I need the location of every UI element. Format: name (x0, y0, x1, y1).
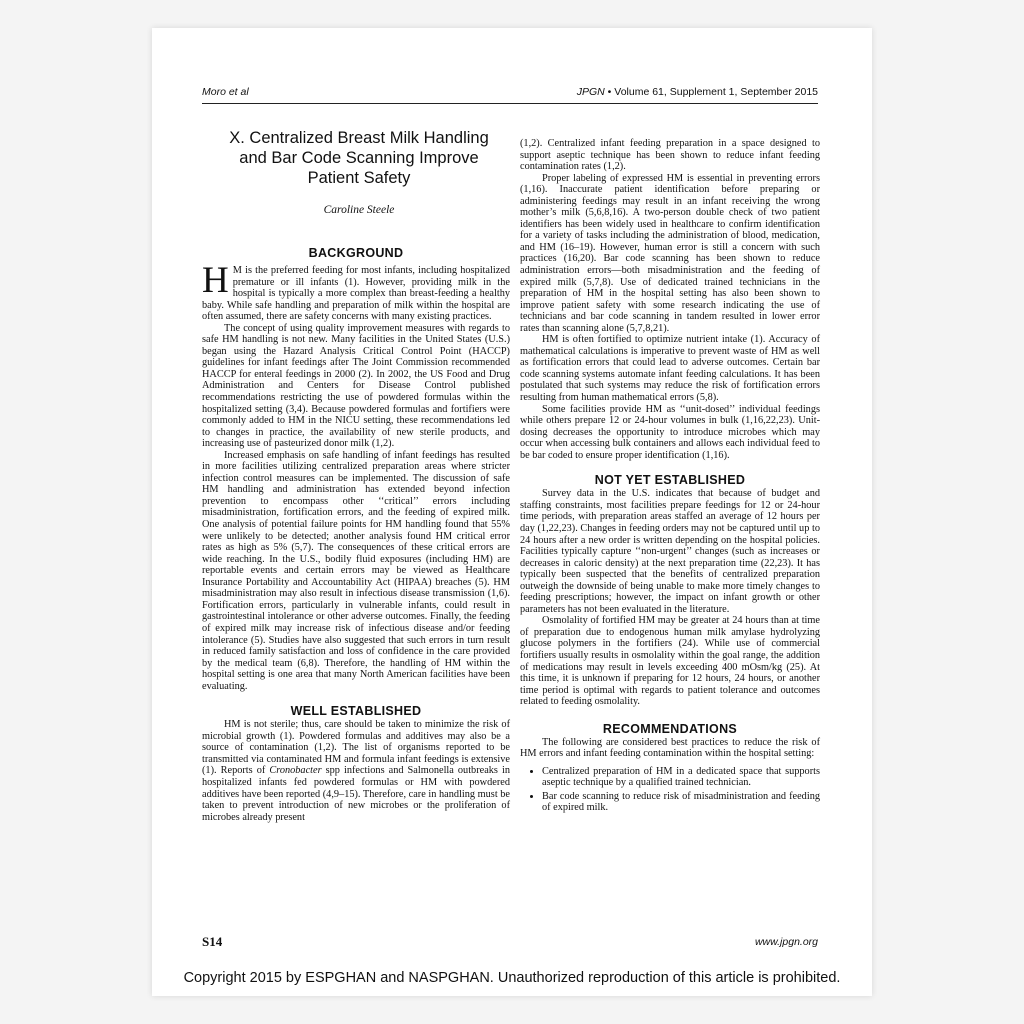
right-column (520, 138, 820, 816)
paragraph: (1,2). Centralized infant feeding preparation in a space designed to support aseptic technique has been shown to reduce infant feeding contamination rates (1,2). (520, 138, 820, 173)
page-number: S14 (202, 934, 223, 949)
paragraph: The following are considered best practices to reduce the risk of HM errors and infant feeding contamination within the hospital setting: (520, 736, 820, 760)
organism-name: Cronobacter (269, 765, 322, 777)
section-heading-recommendations: RECOMMENDATIONS (602, 721, 738, 736)
title-line: X. Centralized Breast Milk Handling (229, 129, 489, 147)
paragraph: Osmolality of fortified HM may be greater at 24 hours than at time of preparation due to endogenous human milk amylase hydrolyzing glucose polymers in the fortifiers (24). While use of commercial fortifiers usually results in osmolality within the goal range, the addition of medications may result in levels exceeding 400 mOsm/kg (25). At this time, it is unknown if preparing for 12 hours, 24 hours, or another time period is optimal with regards to patient tolerance and outcomes related to feeding osmolality. (520, 615, 820, 708)
journal-website: www.jpgn.org (754, 936, 818, 948)
journal-abbrev: JPGN (576, 86, 605, 98)
paragraph: Proper labeling of expressed HM is essential in preventing errors (1,16). Inaccurate patient identification before preparing or administering feedings may result in an infant receiving the wrong mother’s milk (5,6,8,16). A two-person double check of two patient identifiers has been widely used in healthcare to confirm identification for a variety of tasks including the administration of blood, medication, and HM (16–19). However, human error is still a concern with such practices (16,20). Bar code scanning has been shown to reduce administration errors—both misadministration and the feeding of expired milk (5,7,8). Use of dedicated trained technicians in the preparation of HM in the hospital setting has also been shown to improve patient safety with some research indicating the use of technicians and bar code scanning in tandem resulted in lower error rates than scanning alone (5,7,8,21). (520, 172, 820, 334)
paragraph-text: M is the preferred feeding for most infants, including hospitalized premature or ill infants (1). However, providing milk in the hospital is typically a more complex than breast-feeding a healthy baby. While safe handling and preparation of milk within the hospital are often assumed, there are safety concerns with many existing practices. (202, 265, 510, 323)
section-heading-not-yet-established: NOT YET ESTABLISHED (594, 473, 746, 488)
journal-page (152, 28, 872, 996)
paragraph-text: HM is not sterile; thus, care should be taken to minimize the risk of microbial growth (1). Powdered formulas and additives may also be a source of contamination (1,2). The list of organisms reported to be transmitted via contaminated HM and formula infant feedings is extensive (1). Reports of (202, 719, 510, 777)
title-line: Patient Safety (307, 169, 411, 187)
issue-info: • Volume 61, Supplement 1, September 2015 (604, 86, 818, 98)
title-line: and Bar Code Scanning Improve (239, 149, 479, 167)
recommendations-list (520, 766, 820, 814)
article-title (202, 128, 516, 188)
paragraph: HM is often fortified to optimize nutrient intake (1). Accuracy of mathematical calculations is imperative to prevent waste of HM as well as fortification errors that could lead to adverse outcomes. Certain bar code scanning systems automate infant feeding calculations. It has been postulated that such systems may reduce the risk of fortification errors resulting from human mathematical errors (5,8). (520, 334, 820, 404)
section-heading-well-established: WELL ESTABLISHED (290, 704, 422, 719)
paragraph: Some facilities provide HM as ‘‘unit-dosed’’ individual feedings while others prepare 12 or 24-hour volumes in bulk (1,16,22,23). Unit-dosing decreases the opportunity to introduce microbes which may occur when accessing bulk containers and allows each individual feed to be bar coded to ensure proper identification (1,16). (520, 403, 820, 461)
paragraph: Survey data in the U.S. indicates that because of budget and staffing constraints, most facilities prepare feedings for 12 or 24-hour time periods, with preparation areas staffed an average of 12 hours per day (1,22,23). Changes in feeding orders may not be captured until up to 24 hours after a new order is written depending on the hospital policies. Facilities typically capture ‘‘non-urgent’’ changes (such as increases or decreases in caloric density) at the next preparation time (22,23). It has typically been suspected that the benefits of centralized preparation outweigh the downside of being unable to make more timely changes to feeding prescriptions; however, the impact on infant growth or other parameters has not been evaluated in the literature. (520, 488, 820, 615)
paragraph-text: spp infections and Salmonella outbreaks in hospitalized infants fed powdered formulas or HM with powdered additives have been reported (4,9–15). Therefore, care in handling must be taken to prevent introduction of new microbes or the proliferation of microbes already present (202, 765, 510, 823)
header-rule (202, 103, 818, 104)
paragraph (202, 260, 510, 323)
list-item: • Centralized preparation of HM in a dedicated space that supports aseptic technique by a qualified trained technician. (542, 766, 820, 789)
paragraph (202, 719, 510, 823)
running-head-authors: Moro et al (202, 86, 249, 98)
author-name: Caroline Steele (323, 204, 395, 216)
copyright-notice: Copyright 2015 by ESPGHAN and NASPGHAN. Unauthorized reproduction of this article is prohibited. (183, 970, 841, 986)
running-head-journal (577, 86, 818, 98)
paragraph: Increased emphasis on safe handling of infant feedings has resulted in more facilities utilizing centralized preparation areas where stricter infection control measures can be implemented. The discussion of safe HM handling and administration has extended beyond infection prevention to encompass other ‘‘critical’’ errors including misadministration, fortification errors, and the feeding of expired milk. One analysis of potential failure points for HM handling found that 55% were unlikely to be detected; another analysis found HM critical error rates as high as 5% (5,7). The consequences of these critical errors are wide reaching. In the U.S., bodily fluid exposures (including HM) are reportable events and certain errors may be viewed as Healthcare Insurance Portability and Accountability Act (HIPAA) breaches (5). HM misadministration may also result in infectious disease transmission (1,6). Fortification errors, particularly in vulnerable infants, could result in gastrointestinal intolerance or other adverse outcomes. Finally, the feeding of expired milk may increase risk of infectious disease and/or feeding intolerance (5). Studies have also suggested that such errors in turn result in reduced family satisfaction and loss of confidence in the care provided by the medical team (6,8). Therefore, the handling of HM within the hospital setting is one area that many North American facilities have been evaluating. (202, 449, 510, 692)
section-heading-background: BACKGROUND (308, 246, 404, 260)
left-column (202, 246, 510, 823)
drop-cap: H (202, 260, 229, 301)
list-item: • Bar code scanning to reduce risk of misadministration and feeding of expired milk. (542, 791, 820, 814)
paragraph: The concept of using quality improvement measures with regards to safe HM handling is not new. Many facilities in the United States (U.S.) began using the Hazard Analysis Critical Control Point (HACCP) guidelines for infant feedings after The Joint Commission recommended HACCP for enteral feedings in 2000 (2). In 2002, the US Food and Drug Administration and Centers for Disease Control published recommendations restricting the use of powdered formulas within the hospitalized setting (3,4). Because powdered formulas and fortifiers were commonly added to HM in the NICU setting, these recommendations led to changes in practice, the availability of new sterile products, and increasing use of pasteurized donor milk (1,2). (202, 322, 510, 450)
